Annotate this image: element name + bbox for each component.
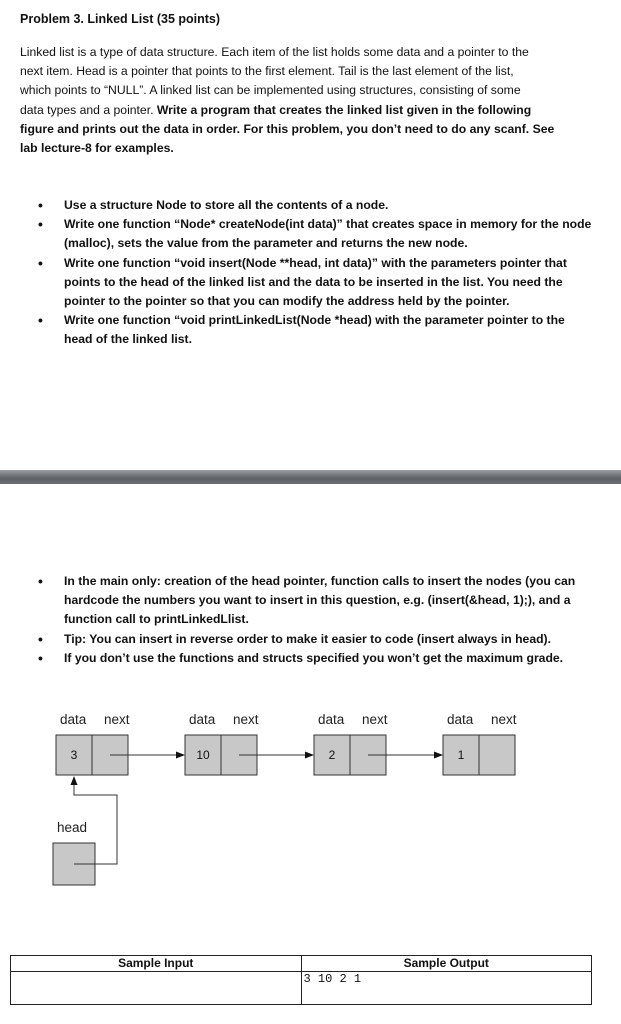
node-next-box bbox=[479, 735, 515, 775]
requirement-item: • Use a structure Node to store all the contents of a node. bbox=[38, 196, 593, 215]
note-item: • If you don’t use the functions and structs specified you won’t get the maximum grade. bbox=[38, 649, 593, 668]
bullet-icon: • bbox=[38, 630, 43, 647]
desc-line-3: which points to “NULL”. A linked list can be implemented using structures, consisting of some bbox=[20, 83, 521, 98]
desc-bold-1: Write a program that creates the linked list given in the following bbox=[156, 102, 532, 117]
requirements-list bbox=[38, 196, 593, 350]
node-next-label: next bbox=[104, 712, 130, 727]
next-pointer-arrowhead bbox=[305, 752, 314, 759]
requirement-item: • Write one function “void insert(Node **head, int data)” with the parameters pointer that points to the head of the linked list and the data to be inserted in the list. You need the pointer to the pointer so that you can modify the address held by the pointer. bbox=[38, 254, 567, 309]
page-divider bbox=[0, 470, 621, 484]
bullet-icon: • bbox=[38, 312, 43, 329]
node-data-label: data bbox=[189, 712, 216, 727]
desc-line-6 bbox=[20, 139, 592, 158]
desc-line-1: Linked list is a type of data structure. Each item of the list holds some data and a pointer to the bbox=[20, 45, 529, 59]
desc-line-4-plain: data types and a pointer. bbox=[20, 102, 157, 117]
sample-output-cell: 3 10 2 1 bbox=[301, 972, 592, 1005]
node-value: 3 bbox=[70, 748, 78, 762]
sample-input-header: Sample Input bbox=[11, 956, 302, 972]
requirement-item: • Write one function “Node* createNode(int data)” that creates space in memory for the node (malloc), sets the value from the parameter and returns the new node. bbox=[38, 216, 592, 251]
sample-output-header: Sample Output bbox=[301, 956, 592, 972]
node-next-label: next bbox=[362, 712, 388, 727]
desc-bold-3: lab lecture-8 for examples. bbox=[20, 141, 174, 156]
linked-list-svg bbox=[0, 700, 621, 900]
sample-input-cell bbox=[11, 972, 302, 1005]
notes-list bbox=[38, 572, 593, 668]
bullet-icon: • bbox=[38, 254, 43, 271]
next-pointer-arrowhead bbox=[434, 752, 443, 759]
desc-bold-2: figure and prints out the data in order. For this problem, you don’t need to do any scanf. See bbox=[20, 121, 555, 136]
next-pointer-arrowhead bbox=[176, 752, 185, 759]
problem-title: Problem 3. Linked List (35 points) bbox=[20, 12, 221, 26]
desc-line-2: next item. Head is a pointer that points to the first element. Tail is the last element of the list, bbox=[20, 64, 514, 79]
bullet-icon: • bbox=[38, 197, 43, 213]
head-pointer-arrowhead bbox=[71, 776, 78, 785]
linked-list-diagram bbox=[0, 700, 621, 900]
bullet-icon: • bbox=[38, 573, 43, 589]
node-value: 10 bbox=[196, 748, 210, 762]
node-data-label: data bbox=[318, 712, 345, 727]
note-item: • In the main only: creation of the head pointer, function calls to insert the nodes (you can hardcode the numbers you want to insert in this question, e.g. (insert(&head, 1);), and a function call to printLinkedLlist. bbox=[38, 573, 576, 627]
node-value: 2 bbox=[328, 748, 336, 762]
bullet-icon: • bbox=[38, 216, 43, 233]
problem-description bbox=[20, 43, 592, 158]
sample-table bbox=[10, 955, 592, 1005]
head-label: head bbox=[57, 820, 88, 835]
node-value: 1 bbox=[457, 748, 465, 762]
bullet-icon: • bbox=[38, 649, 43, 666]
note-item: • Tip: You can insert in reverse order to make it easier to code (insert always in head). bbox=[38, 630, 593, 649]
node-next-label: next bbox=[491, 712, 517, 727]
node-data-label: data bbox=[60, 712, 87, 727]
node-data-label: data bbox=[447, 712, 474, 727]
requirement-item: • Write one function “void printLinkedList(Node *head) with the parameter pointer to the head of the linked list. bbox=[38, 312, 565, 347]
desc-line-4 bbox=[20, 101, 592, 120]
desc-line-5 bbox=[20, 120, 592, 139]
node-next-label: next bbox=[233, 712, 259, 727]
